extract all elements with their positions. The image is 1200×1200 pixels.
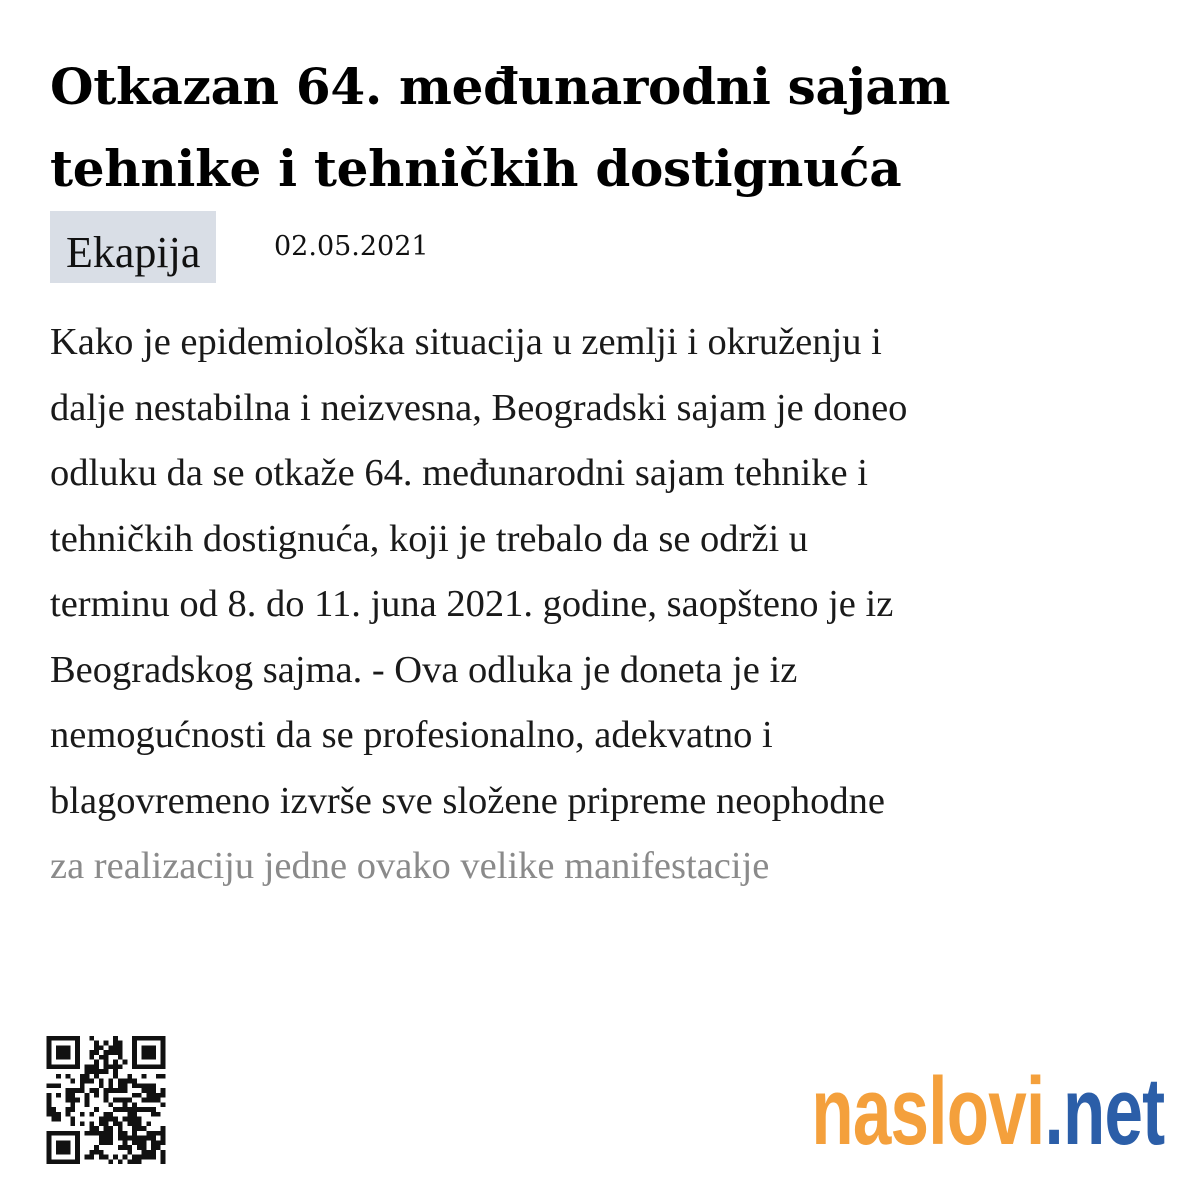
publish-date: 02.05.2021 — [274, 231, 429, 262]
body-line: Beogradskog sajma. - Ova odluka je doneta je iz — [50, 648, 798, 691]
source-badge[interactable]: Ekapija — [50, 211, 216, 283]
naslovi-logo[interactable] — [811, 1052, 1164, 1172]
body-line: dalje nestabilna i neizvesna, Beogradski sajam je doneo — [50, 386, 908, 429]
logo-text-net: .net — [1043, 1058, 1164, 1165]
body-line: terminu od 8. do 11. juna 2021. godine, saopšteno je iz — [50, 583, 894, 625]
body-line: odluku da se otkaže 64. međunarodni sajam tehnike i — [50, 452, 868, 494]
qr-code-icon[interactable] — [46, 1036, 166, 1164]
body-line-faded: za realizaciju jedne ovako velike manifestacije — [50, 845, 770, 887]
article-title: Otkazan 64. međunarodni sajam tehnike i tehničkih dostignuća — [50, 57, 951, 198]
body-line: blagovremeno izvrše sve složene pripreme neophodne — [50, 779, 885, 822]
logo-text-naslovi: naslovi — [810, 1058, 1044, 1165]
body-line: Kako je epidemiološka situacija u zemlji i okruženju i — [50, 321, 882, 363]
body-line: tehničkih dostignuća, koji je trebalo da se održi u — [50, 517, 809, 560]
article-body — [50, 310, 1170, 900]
body-line: nemogućnosti da se profesionalno, adekvatno i — [50, 714, 773, 756]
